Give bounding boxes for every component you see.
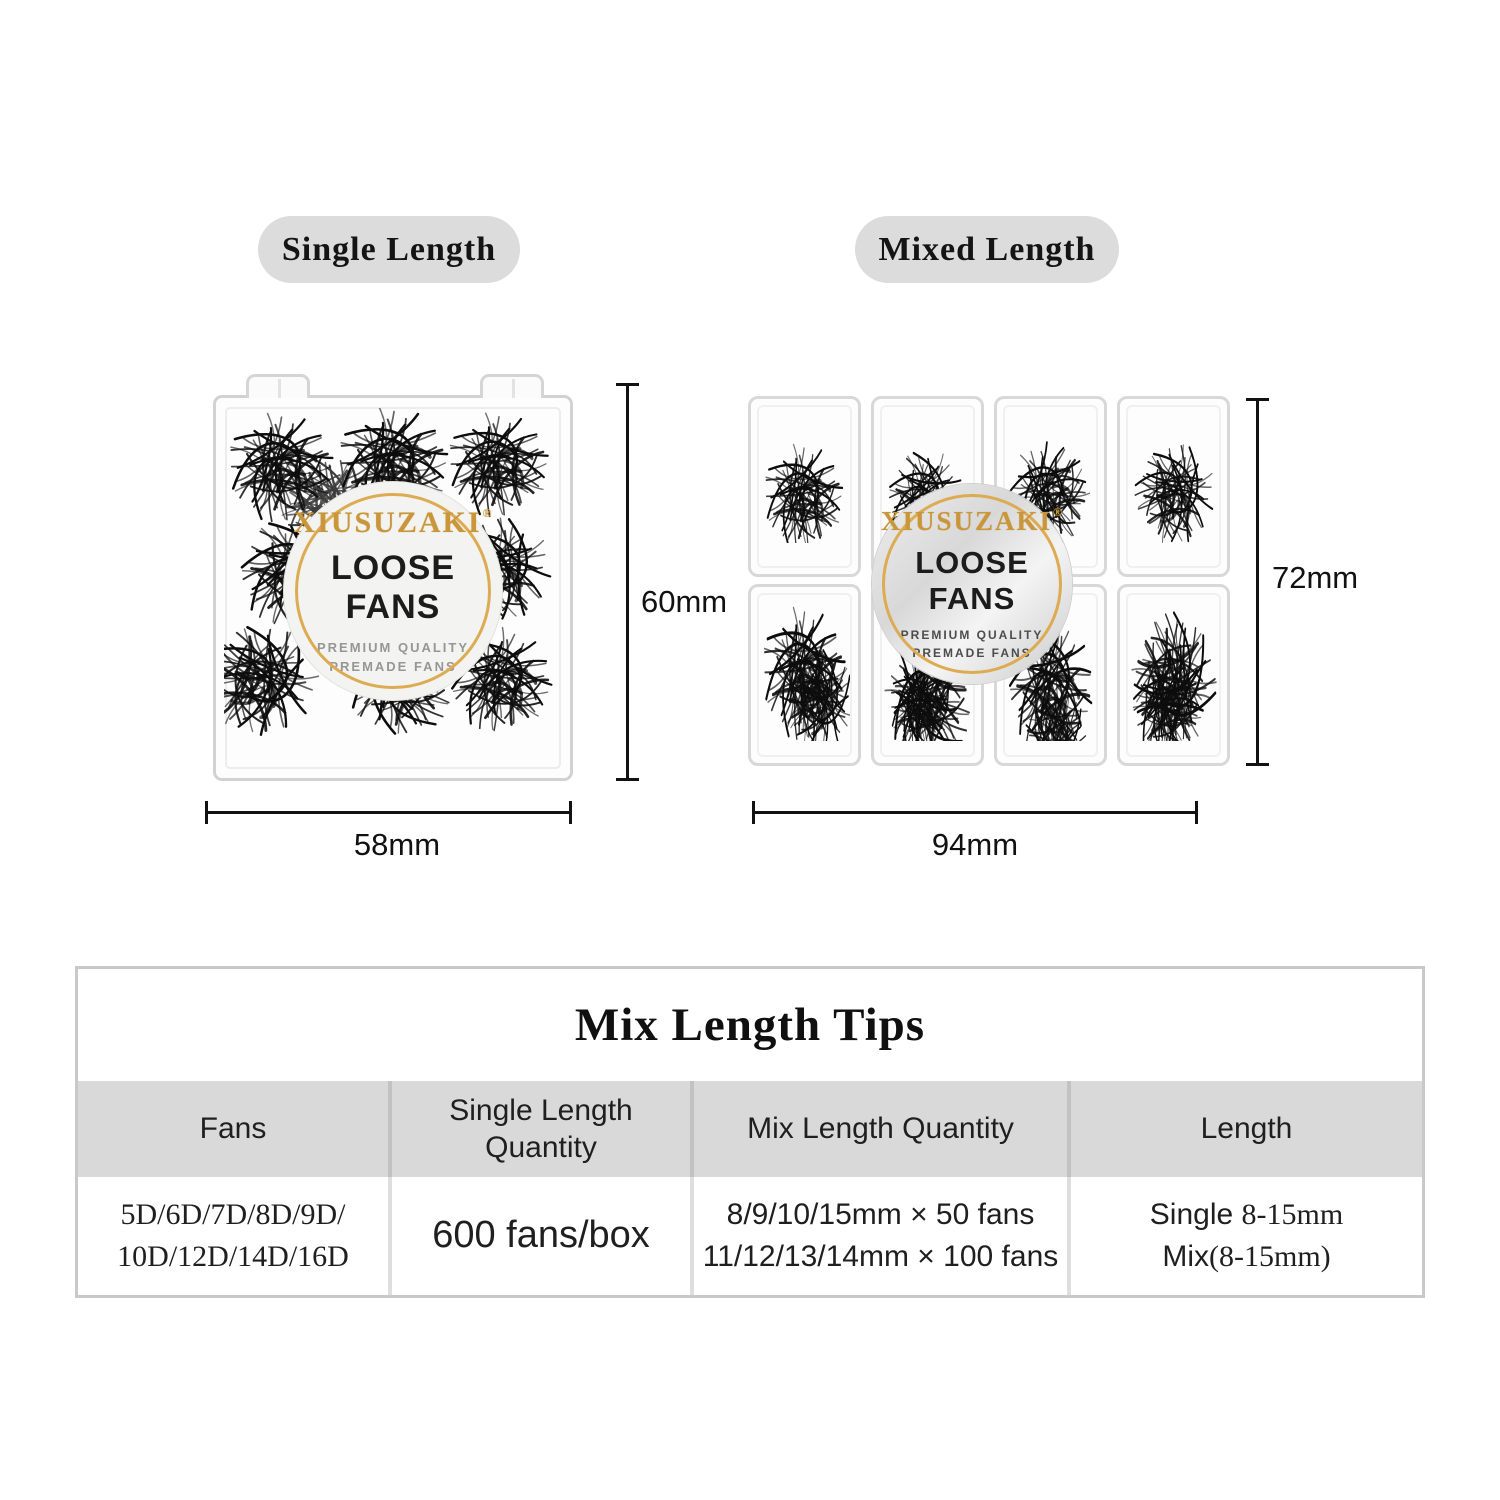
- table-header-row: [78, 1081, 1422, 1177]
- cell-fans: [78, 1177, 388, 1295]
- lash-fans-cluster: [1128, 601, 1219, 741]
- brand-text: XIUSUZAKI: [880, 506, 1053, 537]
- height-dimension-line-single: [626, 383, 629, 781]
- mixed-box-compartment: [1117, 584, 1230, 766]
- mixed-length-badge-label: Mixed Length: [878, 230, 1096, 268]
- product-label: [872, 484, 1072, 684]
- lash-fans-cluster: [1128, 425, 1219, 543]
- registered-mark: ®: [1053, 505, 1064, 520]
- brand-text: XIUSUZAKI: [293, 505, 482, 539]
- fans-line2: 10D/12D/14D/16D: [117, 1240, 349, 1273]
- height-dimension-line-mixed: [1256, 398, 1259, 766]
- table-title: Mix Length Tips: [574, 999, 926, 1051]
- lash-fans-cluster: [759, 425, 850, 543]
- product-label: [284, 482, 502, 700]
- header-single-length-quantity: Single Length Quantity: [388, 1081, 690, 1177]
- header-mix-length-quantity: Mix Length Quantity: [690, 1081, 1067, 1177]
- length-line1-prefix: Single: [1149, 1198, 1234, 1231]
- registered-mark: ®: [482, 505, 494, 520]
- single-length-badge: [258, 216, 520, 283]
- box-hinge: [480, 374, 544, 398]
- height-dimension-label-mixed: 72mm: [1272, 560, 1359, 595]
- mixed-box-compartment: [1117, 396, 1230, 577]
- box-hinge: [246, 374, 310, 398]
- product-name: LOOSE FANS: [330, 548, 456, 626]
- length-line2: [1162, 1236, 1330, 1278]
- mix-length-tips-table: [75, 966, 1425, 1298]
- tagline-line1: PREMIUM QUALITY: [316, 639, 470, 655]
- width-dimension-line-mixed: [752, 811, 1198, 814]
- product-name: LOOSE FANS: [915, 545, 1029, 617]
- table-data-row: [78, 1177, 1422, 1295]
- length-line2-value: (8-15mm): [1209, 1240, 1331, 1273]
- width-dimension-label-single: 58mm: [353, 827, 441, 862]
- cell-mix-length-quantity: [690, 1177, 1067, 1295]
- tagline-line2: PREMADE FANS: [912, 645, 1032, 660]
- length-line1-value: 8-15mm: [1241, 1198, 1344, 1231]
- mix-quantity-line2: 11/12/13/14mm × 100 fans: [702, 1240, 1059, 1273]
- length-line2-prefix: Mix: [1162, 1240, 1209, 1273]
- mixed-length-badge: [855, 216, 1119, 283]
- cell-length: [1067, 1177, 1422, 1295]
- brand-name: [881, 506, 1063, 537]
- single-quantity-value: 600 fans/box: [432, 1214, 650, 1257]
- tagline-line1: PREMIUM QUALITY: [900, 628, 1044, 643]
- width-dimension-label-mixed: 94mm: [931, 827, 1019, 862]
- mixed-box-compartment: [748, 584, 861, 766]
- brand-name: [293, 506, 492, 540]
- mix-quantity-line1: 8/9/10/15mm × 50 fans: [726, 1198, 1035, 1231]
- length-line1: [1150, 1194, 1343, 1236]
- lash-fans-cluster: [759, 601, 850, 741]
- header-fans: Fans: [78, 1081, 388, 1177]
- single-length-badge-label: Single Length: [281, 230, 497, 268]
- height-dimension-label-single: 60mm: [641, 584, 728, 619]
- cell-single-length-quantity: [388, 1177, 690, 1295]
- single-length-box: [213, 395, 573, 781]
- tagline-line2: PREMADE FANS: [329, 658, 457, 674]
- mixed-box-compartment: [748, 396, 861, 577]
- fans-line1: 5D/6D/7D/8D/9D/: [120, 1198, 346, 1231]
- header-length: Length: [1067, 1081, 1422, 1177]
- width-dimension-line-single: [205, 811, 572, 814]
